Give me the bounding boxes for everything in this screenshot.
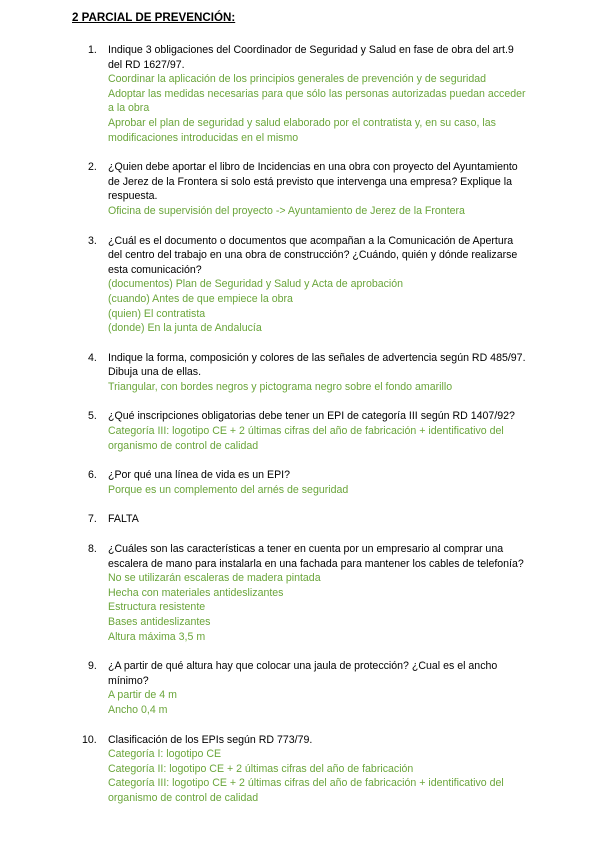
answer-line: Triangular, con bordes negros y pictograma negro sobre el fondo amarillo xyxy=(108,380,453,393)
question-number: 3. xyxy=(88,234,97,247)
answer-line: (quien) El contratista xyxy=(108,307,206,320)
question-text: FALTA xyxy=(108,513,139,526)
answer-line: Porque es un complemento del arnés de seguridad xyxy=(108,483,349,496)
question-text: ¿Por qué una línea de vida es un EPI? xyxy=(108,469,290,482)
answer-line: Ancho 0,4 m xyxy=(108,703,168,716)
question-number: 6. xyxy=(88,469,97,482)
question-number: 2. xyxy=(88,161,97,174)
question-number: 8. xyxy=(88,543,97,556)
question-text: ¿Quien debe aportar el libro de Incidencias en una obra con proyecto del Ayuntamiento de Jerez de la Frontera si solo está previsto que intervenga una empresa? Explique la respuesta. xyxy=(108,161,518,203)
page-title: 2 PARCIAL DE PREVENCIÓN: xyxy=(72,11,236,24)
question-text: Indique 3 obligaciones del Coordinador de Seguridad y Salud en fase de obra del art.9 del RD 1627/97. xyxy=(108,44,514,71)
answer-line: Oficina de supervisión del proyecto -> Ayuntamiento de Jerez de la Frontera xyxy=(108,204,465,217)
question-item xyxy=(0,351,600,395)
answer-line: Aprobar el plan de seguridad y salud elaborado por el contratista y, en su caso, las modificaciones introducidas en el mismo xyxy=(108,116,496,144)
question-item xyxy=(0,409,600,453)
answer-line: Estructura resistente xyxy=(108,601,206,614)
question-item xyxy=(0,468,600,497)
question-number: 5. xyxy=(88,410,97,423)
question-number: 10. xyxy=(82,733,97,746)
answer-line: A partir de 4 m xyxy=(108,689,177,702)
question-item xyxy=(0,733,600,806)
answer-line: Categoría II: logotipo CE + 2 últimas cifras del año de fabricación xyxy=(108,762,414,775)
question-text: ¿Cuáles son las características a tener en cuenta por un empresario al comprar una escalera de mano para instalarla en una fachada para mantener los cables de telefonía? xyxy=(108,543,524,570)
question-item xyxy=(0,234,600,336)
answer-line: Categoría III: logotipo CE + 2 últimas cifras del año de fabricación + identificativo del organismo de control de calidad xyxy=(108,425,504,452)
answer-line: Coordinar la aplicación de los principios generales de prevención y de seguridad xyxy=(108,73,487,86)
answer-line: Categoría I: logotipo CE xyxy=(108,748,222,761)
question-text: Indique la forma, composición y colores de las señales de advertencia según RD 485/97. Dibuja una de ellas. xyxy=(108,351,526,379)
answer-line: (donde) En la junta de Andalucía xyxy=(108,322,262,335)
answer-line: Altura máxima 3,5 m xyxy=(108,630,206,643)
question-item xyxy=(0,542,600,644)
question-number: 4. xyxy=(88,351,97,364)
answer-line: No se utilizarán escaleras de madera pintada xyxy=(108,572,321,585)
answer-line: (documentos) Plan de Seguridad y Salud y Acta de aprobación xyxy=(108,278,404,291)
answer-line: (cuando) Antes de que empiece la obra xyxy=(108,292,293,305)
question-text: ¿Cuál es el documento o documentos que acompañan a la Comunicación de Apertura del centro del trabajo en una obra de construcción? ¿Cuándo, quién y dónde realizarse esta comunicación? xyxy=(108,234,518,276)
question-number: 1. xyxy=(88,44,97,56)
question-item xyxy=(0,659,600,717)
answer-line: Hecha con materiales antideslizantes xyxy=(108,586,284,599)
answer-line: Categoría III: logotipo CE + 2 últimas cifras del año de fabricación + identificativo del organismo de control de calidad xyxy=(108,777,504,804)
question-text: ¿A partir de qué altura hay que colocar una jaula de protección? ¿Cual es el ancho mínimo? xyxy=(108,660,498,687)
question-item xyxy=(0,43,600,145)
answer-line: Bases antideslizantes xyxy=(108,616,211,628)
question-text: Clasificación de los EPIs según RD 773/79. xyxy=(108,733,313,746)
answer-line: Adoptar las medidas necesarias para que sólo las personas autorizadas puedan acceder a la obra xyxy=(108,87,526,115)
question-number: 7. xyxy=(88,513,97,526)
question-item xyxy=(0,160,600,218)
question-list xyxy=(0,43,600,821)
question-number: 9. xyxy=(88,660,97,673)
question-text: ¿Qué inscripciones obligatorias debe tener un EPI de categoría III según RD 1407/92? xyxy=(108,410,515,423)
question-item xyxy=(0,512,600,527)
